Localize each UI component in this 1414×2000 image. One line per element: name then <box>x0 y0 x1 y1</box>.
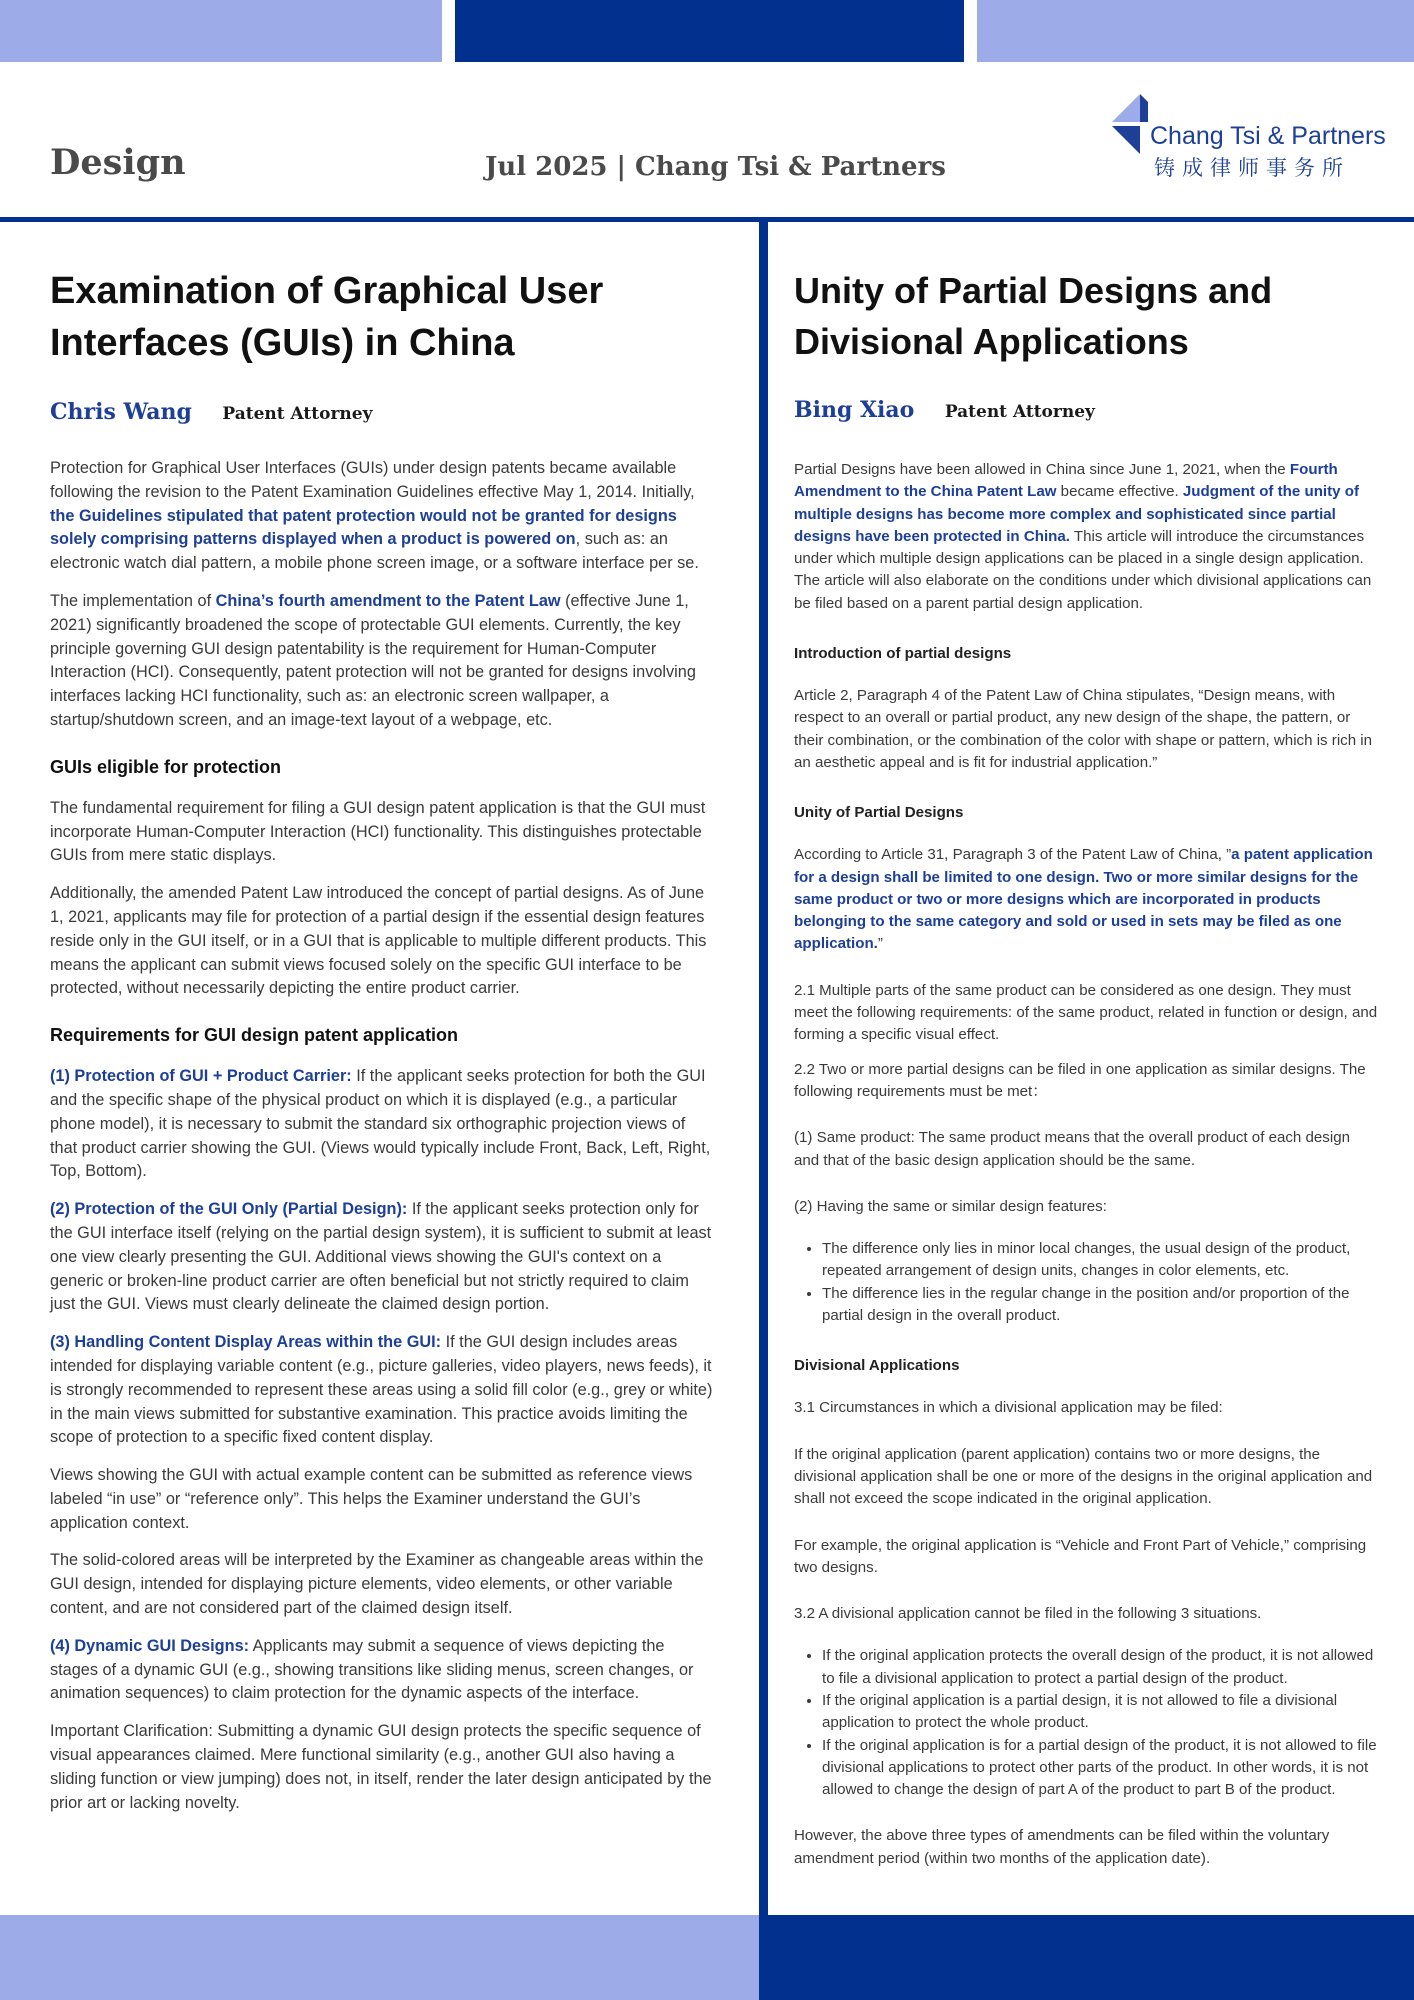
list-item: • If the original application is for a partial design of the product, it is not allowed to file divisional applications to protect other parts of the product. In other words, it is not allowed to change the design of part A of the product to part B of the product. <box>822 1735 1379 1802</box>
left-author-name: Chris Wang <box>50 399 192 425</box>
header-divider <box>0 217 1414 222</box>
list-item: • If the original application protects the overall design of the product, it is not allowed to file a divisional application to protect a partial design of the product. <box>822 1645 1379 1690</box>
right-paragraph: If the original application (parent application) contains two or more designs, the divisional application shall be one or more of the designs in the original application and shall not exceed the scope indicated in the original application. <box>794 1445 1373 1508</box>
right-heading-unity: Unity of Partial Designs <box>794 804 964 822</box>
left-article <box>50 265 713 1815</box>
left-paragraph: Important Clarification: Submitting a dynamic GUI design protects the specific sequence of visual appearances claimed. Mere functional similarity (e.g., another GUI also having a sliding function or view jumping) does not, in itself, render the later design anticipated by the prior art or lacking novelty. <box>50 1722 712 1812</box>
similar-features-list <box>794 1238 1379 1327</box>
right-heading-divisional: Divisional Applications <box>794 1357 960 1375</box>
left-paragraph: The solid-colored areas will be interpreted by the Examiner as changeable areas within the GUI design, intended for displaying picture elements, video elements, or other variable content, and are not considered part of the claimed design itself. <box>50 1551 704 1618</box>
requirement-item: (1) Protection of GUI + Product Carrier: If the applicant seeks protection for both the GUI and the specific shape of the physical product on which it is displayed (e.g., a particular phone model), it is necessary to submit the standard six orthographic projection views of that product carrier showing the GUI. (Views would typically include Front, Back, Left, Right, Top, Bottom). <box>50 1067 711 1181</box>
logo-triangles-icon <box>1112 92 1148 154</box>
bottom-bar-left <box>0 1915 759 2000</box>
right-paragraph: (2) Having the same or similar design features: <box>794 1197 1107 1215</box>
right-author-role: Patent Attorney <box>944 402 1095 422</box>
right-paragraph: (1) Same product: The same product means that the overall product of each design and that of the basic design application should be the same. <box>794 1129 1350 1169</box>
right-paragraph: Article 2, Paragraph 4 of the Patent Law of China stipulates, “Design means, with respect to an overall or partial product, any new design of the shape, the pattern, or their combination, or the combination of the color with shape or pattern, which is rich in an aesthetic appeal and is fit for industrial application.” <box>794 687 1373 771</box>
list-item: • The difference only lies in minor local changes, the usual design of the product, repeated arrangement of design units, changes in color elements, etc. <box>822 1238 1379 1283</box>
right-paragraph: 3.2 A divisional application cannot be filed in the following 3 situations. <box>794 1605 1262 1623</box>
left-heading-eligible: GUIs eligible for protection <box>50 756 282 777</box>
list-item: • The difference lies in the regular change in the position and/or proportion of the partial design in the overall product. <box>822 1283 1379 1328</box>
list-item: • If the original application is a partial design, it is not allowed to file a divisional application to protect the whole product. <box>822 1690 1379 1735</box>
left-paragraph: Protection for Graphical User Interfaces (GUIs) under design patents became available following the revision to the Patent Examination Guidelines effective May 1, 2014. Initially, the Guidelines stipulated that patent protection would not be granted for designs solely comprising patterns displayed when a product is powered on, such as: an electronic watch dial pattern, a mobile phone screen image, or a software interface per se. <box>50 459 699 573</box>
requirement-item: (3) Handling Content Display Areas within the GUI: If the GUI design includes areas intended for displaying variable content (e.g., picture galleries, video players, news feeds), it is strongly recommended to represent these areas using a solid fill color (e.g., grey or white) in the main views submitted for substantive examination. This practice avoids limiting the scope of protection to a specific fixed content display. <box>50 1333 713 1447</box>
left-paragraph: The implementation of China’s fourth amendment to the Patent Law (effective June 1, 2021) significantly broadened the scope of protectable GUI elements. Currently, the key principle governing GUI design patentability is the requirement for Human-Computer Interaction (HCI). Consequently, patent protection will not be granted for designs involving interfaces lacking HCI functionality, such as: an electronic screen wallpaper, a startup/shutdown screen, and an image-text layout of a webpage, etc. <box>50 591 696 729</box>
right-author-line <box>794 397 1379 433</box>
logo-name-english: Chang Tsi & Partners <box>1150 122 1386 150</box>
right-paragraph: 3.1 Circumstances in which a divisional application may be filed: <box>794 1399 1223 1417</box>
firm-logo <box>1112 88 1392 188</box>
top-bar-right <box>977 0 1414 62</box>
right-paragraph: 2.1 Multiple parts of the same product can be considered as one design. They must meet the following requirements: of the same product, related in function or design, and forming a specific visual effect. <box>794 981 1378 1044</box>
left-paragraph: Views showing the GUI with actual example content can be submitted as reference views labeled “in use” or “reference only”. This helps the Examiner understand the GUI’s application context. <box>50 1466 693 1532</box>
right-paragraph: However, the above three types of amendments can be filed within the voluntary amendment period (within two months of the application date). <box>794 1827 1330 1867</box>
top-bar-center <box>455 0 964 62</box>
right-article <box>794 265 1379 1870</box>
left-heading-requirements: Requirements for GUI design patent application <box>50 1025 459 1046</box>
column-divider <box>759 217 768 1915</box>
right-paragraph: According to Article 31, Paragraph 3 of the Patent Law of China, ”a patent application for a design shall be limited to one design. Two or more similar designs for the same product or two or more designs which are incorporated in products belonging to the same category and sold or used in sets may be filed as one application.” <box>794 846 1373 953</box>
section-title: Design <box>50 142 186 183</box>
logo-name-chinese: 铸成律师事务所 <box>1154 156 1350 180</box>
right-paragraph: Partial Designs have been allowed in China since June 1, 2021, when the Fourth Amendment to the China Patent Law became effective. Judgment of the unity of multiple designs has become more complex and sophisticated since partial designs have been protected in China. This article will introduce the circumstances under which multiple design applications can be placed in a single design application. The article will also elaborate on the conditions under which divisional applications can be filed based on a parent partial design application. <box>794 461 1372 612</box>
bottom-bar-right <box>759 1915 1414 2000</box>
requirement-item: (2) Protection of the GUI Only (Partial Design): If the applicant seeks protection only for the GUI interface itself (relying on the partial design system), it is sufficient to submit at least one view clearly presenting the GUI. Additional views showing the GUI's context on a generic or broken-line product carrier are often beneficial but not strictly required to claim just the GUI. Views must clearly delineate the claimed design portion. <box>50 1200 712 1314</box>
left-author-line <box>50 399 713 435</box>
left-article-title: Examination of Graphical User Interfaces (GUIs) in China <box>50 270 604 364</box>
left-author-role: Patent Attorney <box>222 404 373 424</box>
left-paragraph: The fundamental requirement for filing a GUI design patent application is that the GUI must incorporate Human-Computer Interaction (HCI) functionality. This distinguishes protectable GUIs from mere static displays. <box>50 798 706 865</box>
right-paragraph: 2.2 Two or more partial designs can be filed in one application as similar designs. The following requirements must be met： <box>794 1060 1366 1100</box>
right-heading-intro: Introduction of partial designs <box>794 645 1012 663</box>
right-article-title: Unity of Partial Designs and Divisional Applications <box>794 270 1273 362</box>
divisional-restrictions-list <box>794 1645 1379 1801</box>
top-bar-left <box>0 0 442 62</box>
requirement-item: (4) Dynamic GUI Designs: Applicants may submit a sequence of views depicting the stages of a dynamic GUI (e.g., showing transitions like sliding menus, screen changes, or animation sequences) to claim protection for the dynamic aspects of the interface. <box>50 1636 694 1703</box>
left-paragraph: Additionally, the amended Patent Law introduced the concept of partial designs. As of June 1, 2021, applicants may file for protection of a partial design if the essential design features reside only in the GUI itself, or in a GUI that is applicable to multiple different products. This means the applicant can submit views focused solely on the specific GUI interface to be protected, without necessarily depicting the entire product carrier. <box>50 884 707 998</box>
issue-date-line: Jul 2025 | Chang Tsi & Partners <box>485 152 946 182</box>
right-paragraph: For example, the original application is “Vehicle and Front Part of Vehicle,” comprising two designs. <box>794 1536 1367 1576</box>
right-author-name: Bing Xiao <box>794 397 915 423</box>
